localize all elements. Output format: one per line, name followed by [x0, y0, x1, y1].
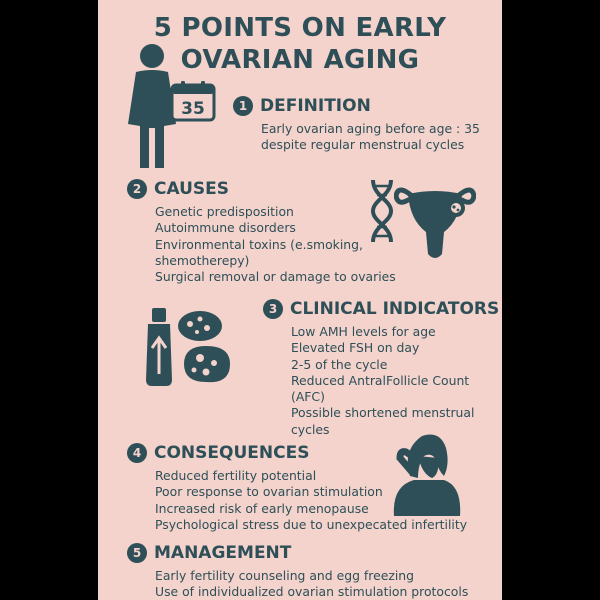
section-heading: DEFINITION	[260, 96, 371, 116]
body-line: Early fertility counseling and egg freezing	[155, 568, 414, 583]
title-line-2: OVARIAN AGING	[180, 45, 420, 75]
test-tube-icon	[142, 306, 176, 388]
section-number: 3	[263, 299, 283, 319]
body-line: shemotherepy)	[155, 252, 250, 268]
body-line: Genetic predisposition	[155, 204, 294, 219]
body-line: Environmental toxins (e.smoking,	[155, 236, 363, 252]
calendar-number: 35	[181, 99, 205, 119]
section-heading: MANAGEMENT	[154, 543, 292, 563]
uterus-icon	[394, 180, 476, 264]
infographic-poster	[98, 0, 502, 600]
body-line: Surgical removal or damage to ovaries	[155, 269, 396, 285]
body-line: Poor response to ovarian stimulation	[155, 484, 383, 500]
body-line: Reduced AntralFollicle Count	[291, 372, 470, 388]
body-line: Elevated FSH on day	[291, 340, 420, 356]
body-line: (AFC)	[291, 389, 325, 405]
stressed-woman-icon	[388, 430, 464, 516]
dna-icon	[368, 178, 396, 244]
calendar-icon	[170, 80, 216, 122]
section-number: 2	[127, 179, 147, 199]
body-line: Reduced fertility potential	[155, 468, 317, 483]
body-line: Low AMH levels for age	[291, 324, 436, 339]
section-definition	[233, 95, 480, 154]
section-number: 1	[233, 96, 253, 116]
body-line: Possible shortened menstrual	[291, 405, 475, 421]
body-line: despite regular menstrual cycles	[261, 137, 465, 153]
section-number: 4	[127, 443, 147, 463]
section-number: 5	[127, 543, 147, 563]
section-clinical-indicators	[263, 298, 499, 438]
section-heading: CLINICAL INDICATORS	[290, 299, 500, 319]
section-heading: CONSEQUENCES	[154, 443, 310, 463]
body-line: Autoimmune disorders	[155, 220, 296, 236]
body-line: 2-5 of the cycle	[291, 356, 388, 372]
body-line: Early ovarian aging before age : 35	[261, 121, 480, 136]
follicle-cells-icon	[176, 308, 234, 386]
title-line-1: 5 POINTS ON EARLY	[153, 13, 447, 43]
body-line: cycles	[291, 421, 330, 437]
section-management	[127, 542, 468, 600]
section-heading: CAUSES	[154, 179, 230, 199]
body-line: Psychological stress due to unexpecated infertility	[155, 516, 468, 532]
body-line: Use of individualized ovarian stimulation protocols	[155, 584, 469, 600]
section-causes	[127, 178, 396, 285]
body-line: Increased risk of early menopause	[155, 500, 369, 516]
